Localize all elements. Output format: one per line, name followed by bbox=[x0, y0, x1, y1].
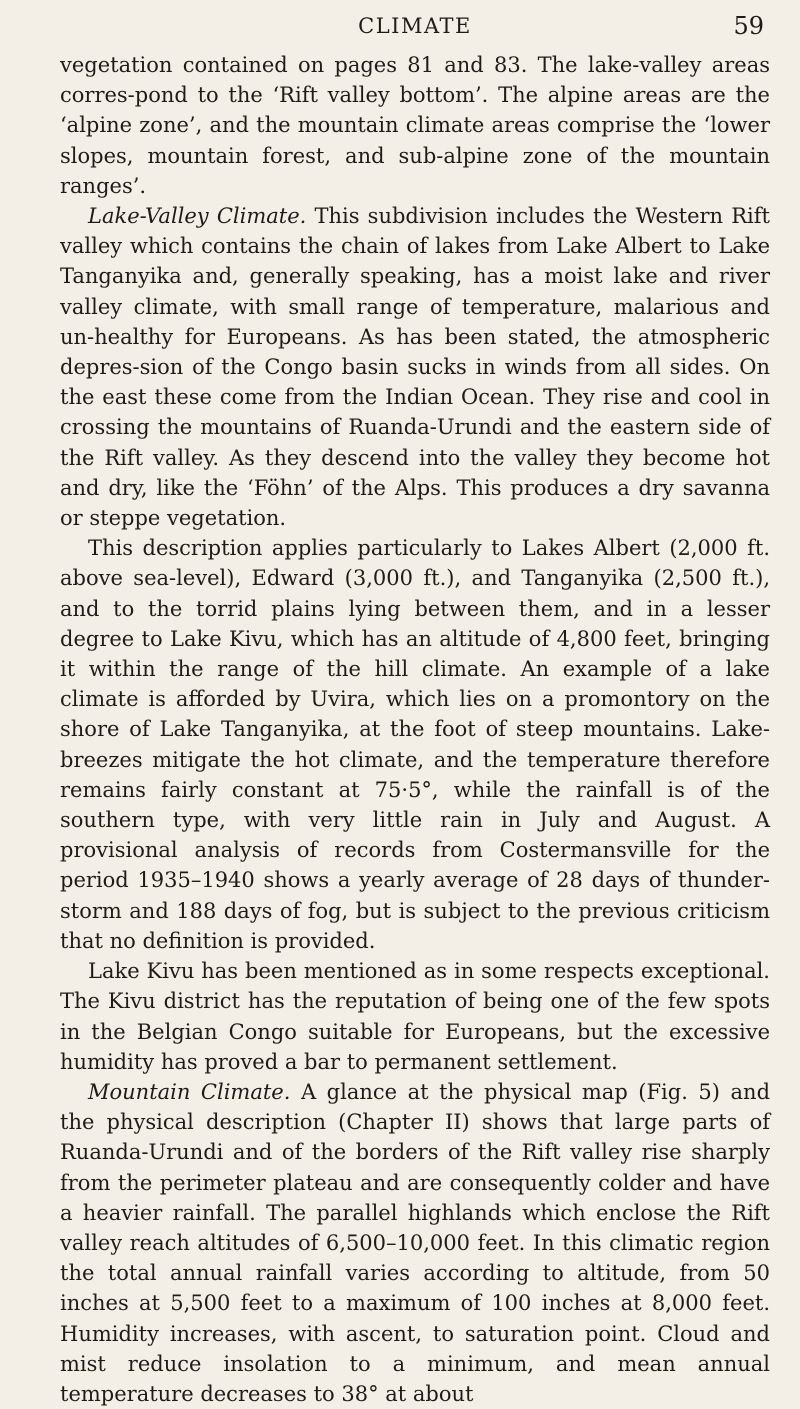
paragraph-text: This description applies particularly to Lakes Albert (2,000 ft. above sea-level), Edward (3,000 ft.), and Tanganyika (2,500 ft.), and to the torrid plains lying between them, and in a lesser degree to Lake Kivu, which has an altitude of 4,800 feet, bringing it within the range of the hill climate. An example of a lake climate is afforded by Uvira, which lies on a promontory on the shore of Lake Tanganyika, at the foot of steep mountains. Lake-breezes mitigate the hot climate, and the temperature therefore remains fairly constant at 75·5°, while the rainfall is of the southern type, with very little rain in July and August. A provisional analysis of records from Costermansville for the period 1935–1940 shows a yearly average of 28 days of thunder-storm and 188 days of fog, but is subject to the previous criticism that no definition is provided. bbox=[60, 536, 770, 953]
running-title: CLIMATE bbox=[358, 14, 472, 38]
running-header bbox=[60, 10, 770, 50]
page-number: 59 bbox=[733, 12, 764, 40]
paragraph-text: vegetation contained on pages 81 and 83. The lake-valley areas corres-pond to the ‘Rift valley bottom’. The alpine areas are the ‘alpine zone’, and the mountain climate areas comprise the ‘lower slopes, mountain forest, and sub-alpine zone of the mountain ranges’. bbox=[60, 53, 770, 198]
paragraph-text: A glance at the physical map (Fig. 5) and the physical description (Chapter II) shows that large parts of Ruanda-Urundi and of the borders of the Rift valley rise sharply from the perimeter plateau and are consequently colder and have a heavier rainfall. The parallel highlands which enclose the Rift valley reach altitudes of 6,500–10,000 feet. In this climatic region the total annual rainfall varies according to altitude, from 50 inches at 5,500 feet to a maximum of 100 inches at 8,000 feet. Humidity increases, with ascent, to saturation point. Cloud and mist reduce insolation to a minimum, and mean annual temperature decreases to 38° at about bbox=[60, 1079, 771, 1406]
section-heading-mountain: Mountain Climate. bbox=[88, 1079, 291, 1104]
paragraph-lake-kivu bbox=[60, 956, 770, 1077]
paragraph-text: This subdivision includes the Western Rift valley which contains the chain of lakes from Lake Albert to Lake Tanganyika and, generally speaking, has a moist lake and river valley climate, with small range of temperature, malarious and un-healthy for Europeans. As has been stated, the atmospheric depres-sion of the Congo basin sucks in winds from all sides. On the east these come from the Indian Ocean. They rise and cool in crossing the mountains of Ruanda-Urundi and the eastern side of the Rift valley. As they descend into the valley they become hot and dry, like the ‘Föhn’ of the Alps. This produces a dry savanna or steppe vegetation. bbox=[60, 204, 770, 531]
paragraph-continuation bbox=[60, 50, 770, 201]
section-heading-lake-valley: Lake-Valley Climate. bbox=[88, 204, 307, 229]
body-text bbox=[60, 50, 770, 1409]
paragraph-text: Lake Kivu has been mentioned as in some respects exceptional. The Kivu district has the reputation of being one of the few spots in the Belgian Congo suitable for Europeans, but the excessive humidity has proved a bar to permanent settlement. bbox=[60, 959, 770, 1074]
paragraph-mountain-climate bbox=[60, 1077, 770, 1409]
paragraph-lake-description bbox=[60, 533, 770, 956]
paragraph-lake-valley-climate bbox=[60, 201, 770, 533]
